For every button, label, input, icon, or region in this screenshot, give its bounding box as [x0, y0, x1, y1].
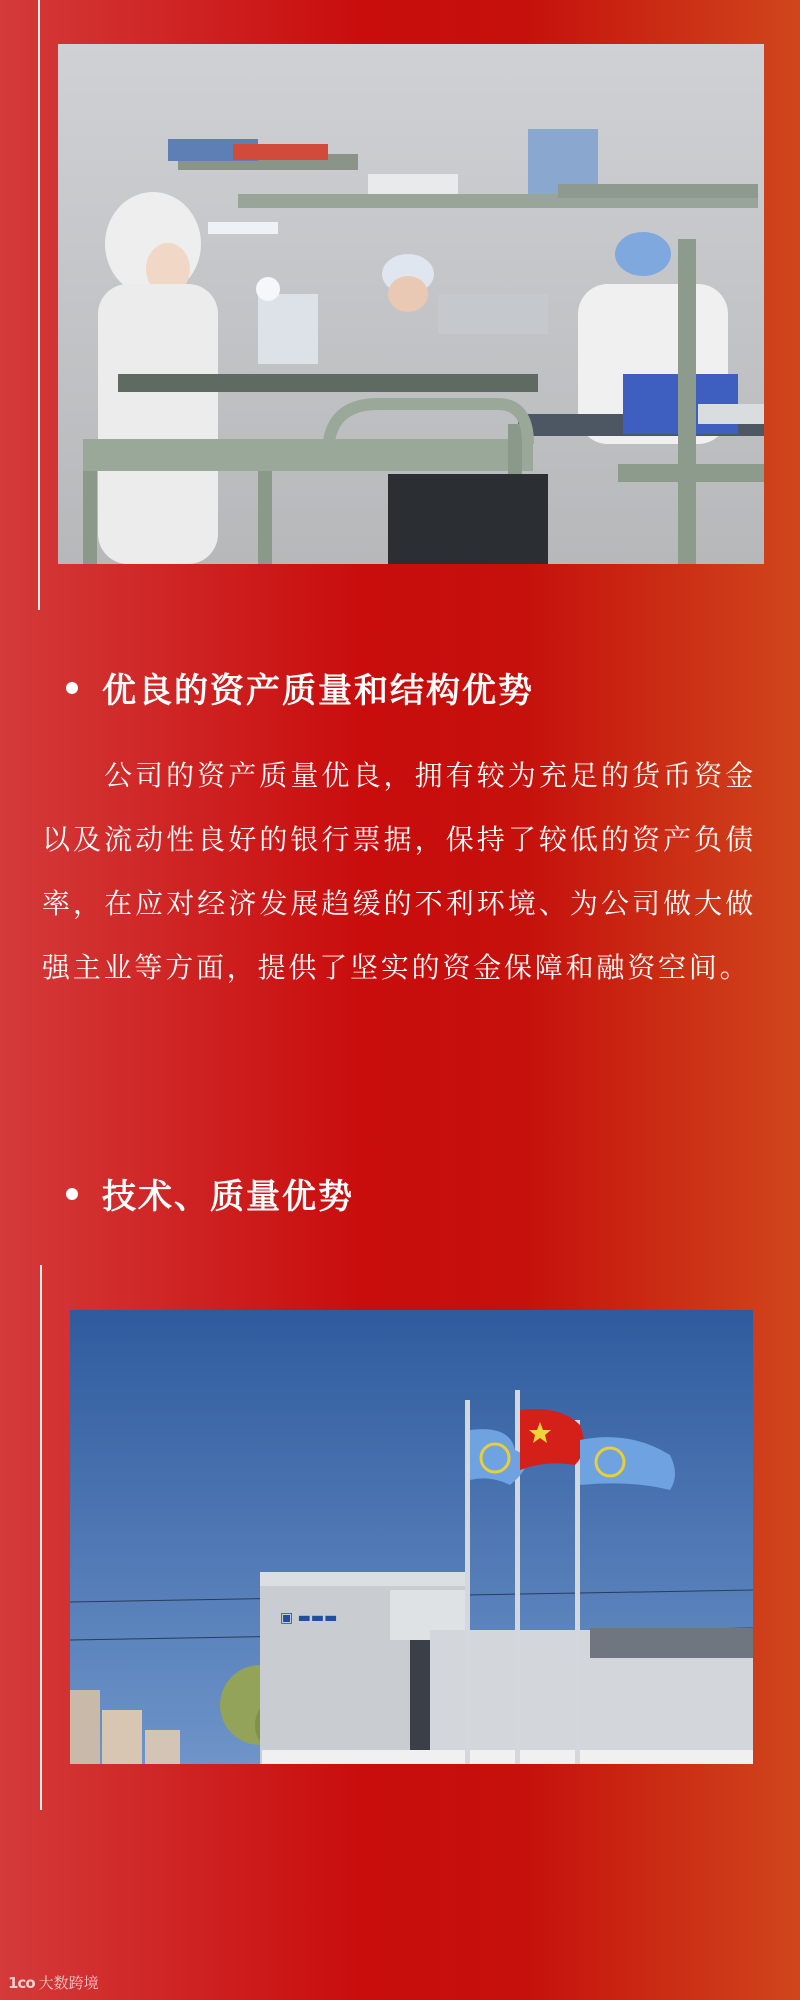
bullet-icon: [66, 682, 78, 694]
divider-line-top: [38, 0, 40, 610]
divider-line-bottom: [40, 1265, 42, 1810]
section-paragraph: 公司的资产质量优良，拥有较为充足的货币资金以及流动性良好的银行票据，保持了较低的资产负债率，在应对经济发展趋缓的不利环境、为公司做大做强主业等方面，提供了坚实的资金保障和融资空间。: [42, 759, 756, 984]
building-photo: [70, 1310, 753, 1764]
cleanroom-lab-photo-icon: [58, 44, 764, 564]
section-title: 优良的资产质量和结构优势: [102, 671, 534, 711]
lab-photo: [58, 44, 764, 564]
watermark-logo-icon: 1co: [8, 1973, 35, 1992]
watermark-text: 大数跨境: [38, 1974, 99, 1992]
section-heading-asset-quality: [66, 663, 534, 712]
bullet-icon: [66, 1188, 78, 1200]
watermark: [8, 1972, 99, 1993]
svg-text:▣ ▬▬▬: ▣ ▬▬▬: [280, 1610, 338, 1626]
headquarters-flags-photo-icon: [70, 1310, 753, 1764]
section-title: 技术、质量优势: [102, 1177, 354, 1217]
section-heading-tech-quality: [66, 1169, 354, 1218]
